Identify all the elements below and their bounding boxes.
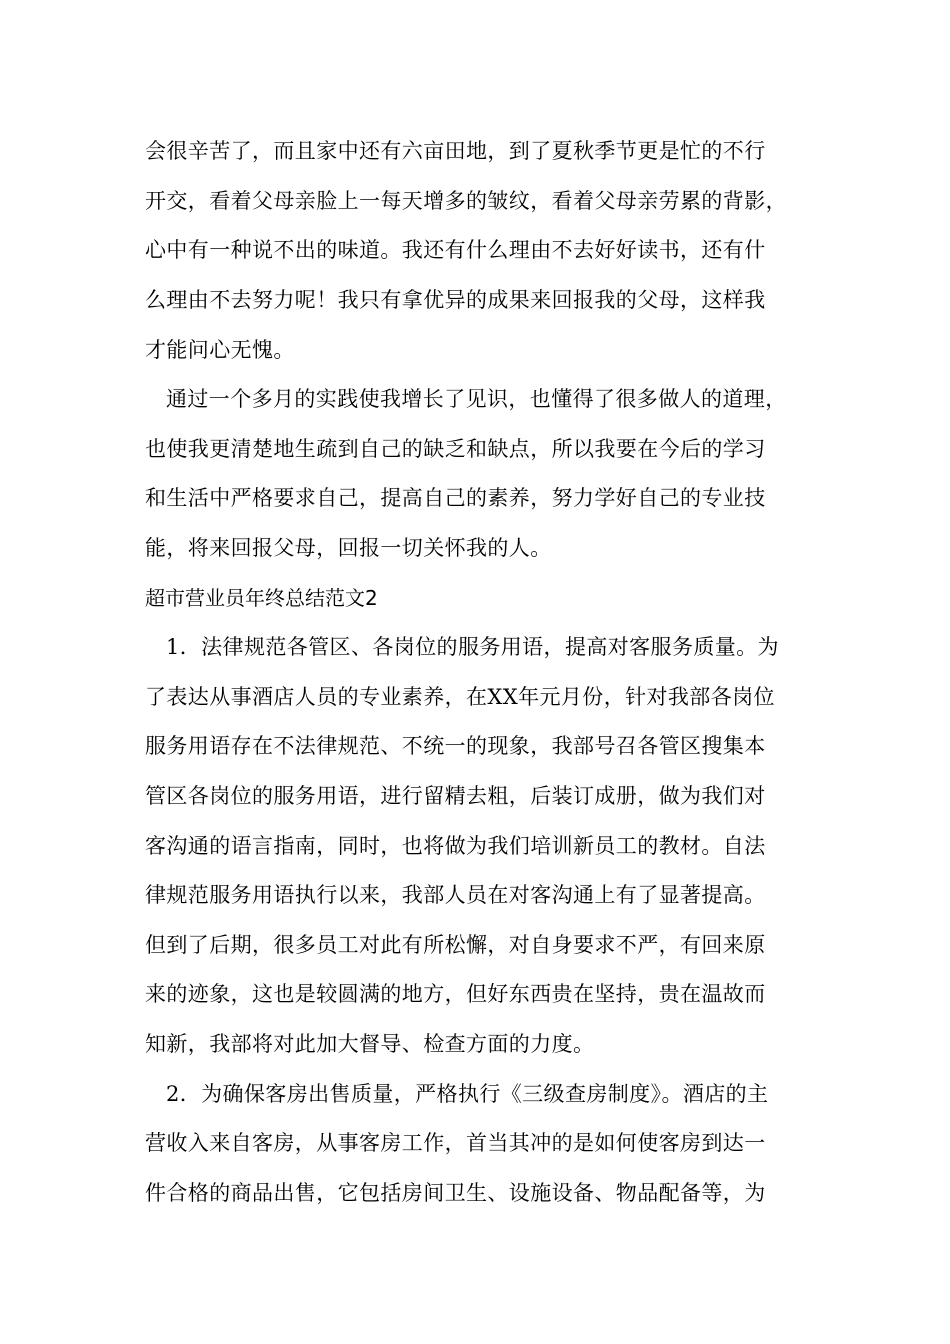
paragraph-line: 么理由不去努力呢！我只有拿优异的成果来回报我的父母，这样我	[145, 288, 766, 312]
paragraph-line: 了表达从事酒店人员的专业素养，在XX年元月份，针对我部各岗位	[145, 685, 775, 709]
paragraph-line: 来的迹象，这也是较圆满的地方，但好东西贵在坚持，贵在温故而	[145, 982, 766, 1006]
paragraph-line: 通过一个多月的实践使我增长了见识，也懂得了很多做人的道理，	[166, 387, 787, 411]
paragraph-line: 知新，我部将对此加大督导、检查方面的力度。	[145, 1032, 595, 1056]
paragraph-line: 能，将来回报父母，回报一切关怀我的人。	[145, 536, 552, 560]
section-heading: 超市营业员年终总结范文2	[145, 586, 378, 610]
paragraph-line: 客沟通的语言指南，同时，也将做为我们培训新员工的教材。自法	[145, 834, 766, 858]
paragraph-line: 2．为确保客房出售质量，严格执行《三级查房制度》。酒店的主	[166, 1082, 769, 1106]
paragraph-line: 服务用语存在不法律规范、不统一的现象，我部号召各管区搜集本	[145, 734, 766, 758]
paragraph-line: 心中有一种说不出的味道。我还有什么理由不去好好读书，还有什	[145, 238, 766, 262]
paragraph-line: 会很辛苦了，而且家中还有六亩田地，到了夏秋季节更是忙的不行	[145, 139, 766, 163]
paragraph-line: 营收入来自客房，从事客房工作，首当其冲的是如何使客房到达一	[145, 1131, 766, 1155]
paragraph-line: 1．法律规范各管区、各岗位的服务用语，提高对客服务质量。为	[166, 635, 779, 659]
paragraph-line: 件合格的商品出售，它包括房间卫生、设施设备、物品配备等，为	[145, 1181, 766, 1205]
paragraph-line: 律规范服务用语执行以来，我部人员在对客沟通上有了显著提高。	[145, 883, 766, 907]
paragraph-line: 才能问心无愧。	[145, 338, 295, 362]
paragraph-line: 管区各岗位的服务用语，进行留精去粗，后装订成册，做为我们对	[145, 784, 766, 808]
paragraph-line: 也使我更清楚地生疏到自己的缺乏和缺点，所以我要在今后的学习	[145, 437, 766, 461]
paragraph-line: 开交，看着父母亲脸上一每天增多的皱纹，看着父母亲劳累的背影，	[145, 189, 787, 213]
paragraph-line: 但到了后期，很多员工对此有所松懈，对自身要求不严，有回来原	[145, 933, 766, 957]
paragraph-line: 和生活中严格要求自己，提高自己的素养，努力学好自己的专业技	[145, 486, 766, 510]
